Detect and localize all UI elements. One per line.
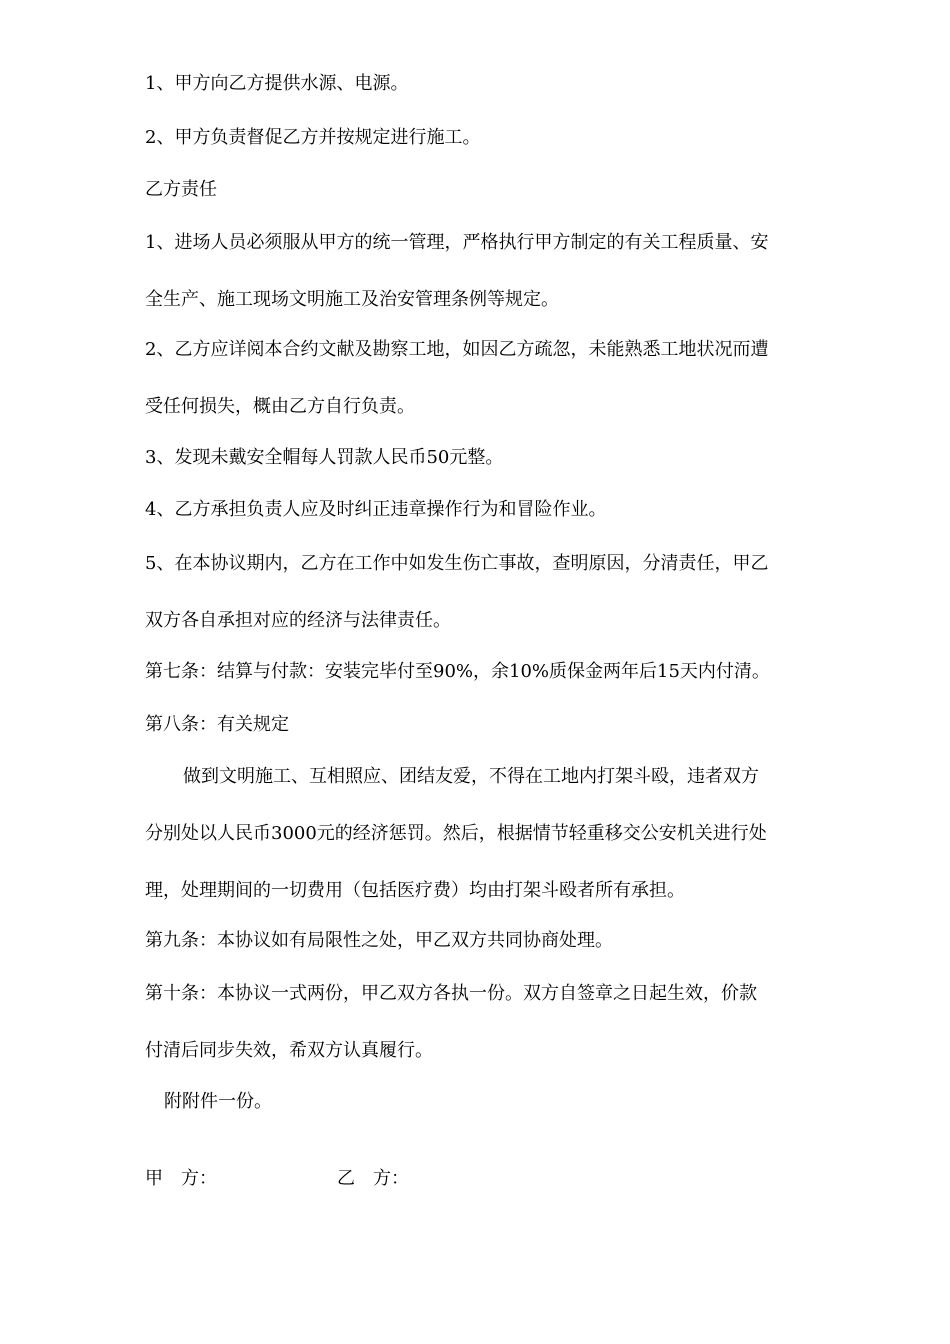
text-line-4: 1、进场人员必须服从甲方的统一管理，严格执行甲方制定的有关工程质量、安 — [145, 232, 769, 253]
article-7: 第七条：结算与付款：安装完毕付至90%，余10%质保金两年后15天内付清。 — [145, 661, 770, 682]
signature-party-b: 乙 方： — [337, 1168, 409, 1189]
text-line-8: 3、发现未戴安全帽每人罚款人民币50元整。 — [145, 447, 504, 468]
attachment-note: 附附件一份。 — [164, 1091, 272, 1112]
text-line-2: 2、甲方负责督促乙方并按规定进行施工。 — [145, 127, 481, 148]
article-8-line-3: 理，处理期间的一切费用（包括医疗费）均由打架斗殴者所有承担。 — [145, 880, 685, 901]
text-line-9: 4、乙方承担负责人应及时纠正违章操作行为和冒险作业。 — [145, 499, 607, 520]
text-line-5: 全生产、施工现场文明施工及治安管理条例等规定。 — [145, 289, 559, 310]
article-9: 第九条：本协议如有局限性之处，甲乙双方共同协商处理。 — [145, 930, 613, 951]
article-8-line-2: 分别处以人民币3000元的经济惩罚。然后，根据情节轻重移交公安机关进行处 — [145, 823, 767, 844]
text-line-1: 1、甲方向乙方提供水源、电源。 — [145, 73, 409, 94]
text-line-6: 2、乙方应详阅本合约文献及勘察工地，如因乙方疏忽，未能熟悉工地状况而遭 — [145, 339, 769, 360]
text-line-10: 5、在本协议期内，乙方在工作中如发生伤亡事故，查明原因，分清责任，甲乙 — [145, 553, 769, 574]
text-line-11: 双方各自承担对应的经济与法律责任。 — [145, 610, 451, 631]
article-8-line-1: 做到文明施工、互相照应、团结友爱，不得在工地内打架斗殴，违者双方 — [183, 766, 759, 787]
article-10-line-2: 付清后同步失效，希双方认真履行。 — [145, 1040, 433, 1061]
section-heading-party-b: 乙方责任 — [145, 179, 217, 200]
signature-party-a: 甲 方： — [145, 1168, 217, 1189]
text-line-7: 受任何损失，概由乙方自行负责。 — [145, 396, 415, 417]
article-10-line-1: 第十条：本协议一式两份，甲乙双方各执一份。双方自签章之日起生效，价款 — [145, 983, 757, 1004]
article-8-heading: 第八条：有关规定 — [145, 714, 289, 735]
